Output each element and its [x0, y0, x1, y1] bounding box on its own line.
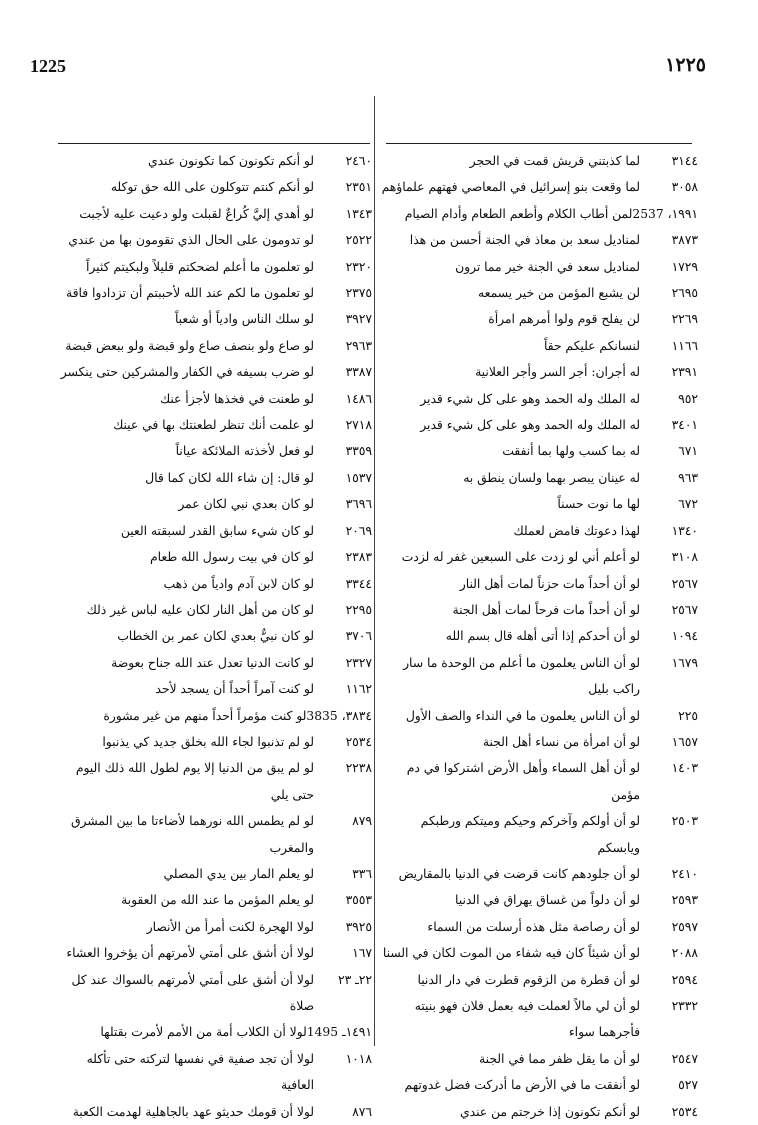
index-entry [380, 755, 698, 808]
entry-number: ٢٠٦٩ [345, 523, 372, 538]
entry-text: لما كذبتني قريش قمت في الحجر [469, 154, 640, 168]
entry-text: لولا أن أشق على أمتي لأمرتهم بالسواك عند كل صلاة [71, 972, 314, 1013]
entry-number: ٢٠٨٨ [671, 946, 698, 961]
entry-text: لو أهدي إليَّ كُراعٌ لقبلت ولو دعيت عليه لأجبت [79, 206, 314, 221]
entry-text: لولا أن تجد صفية في نفسها لتركته حتى تأكله العافية [86, 1051, 314, 1093]
index-entry [54, 914, 372, 940]
index-entry [54, 967, 372, 1020]
index-entry [380, 729, 698, 755]
entry-number: ٢٥٩٣ [671, 893, 698, 908]
top-rule-left [58, 143, 370, 144]
index-entry [380, 359, 698, 385]
entry-text: لو تدومون على الحال الذي تقومون بها من عندي [68, 233, 314, 248]
entry-number: ٣٦٩٦ [345, 497, 372, 512]
entry-text: لو تعلمون ما لكم عند الله لأحببتم أن تزدادوا فاقة [66, 286, 314, 301]
index-entry [380, 1099, 698, 1125]
entry-number: ١٦٧٩ [671, 655, 698, 670]
entry-number: ٣٥٥٣ [345, 893, 372, 908]
entry-number: ٢٥٩٤ [671, 972, 698, 987]
entry-number: ١٣٤٣ [345, 206, 372, 221]
index-entry [380, 993, 698, 1046]
entry-text: لولا أن قومك حديثو عهد بالجاهلية لهدمت الكعبة [72, 1104, 314, 1119]
index-entry [54, 518, 372, 544]
entry-text: لو أن أحداً مات فرحاً لمات أهل الجنة [452, 602, 640, 617]
entry-text: لولا الهجرة لكنت أمرأ من الأنصار [146, 919, 314, 934]
entry-text: لو لم يطمس الله نورهما لأضاءتا ما بين المشرق والمغرب [70, 814, 314, 855]
entry-text: لو أنكم كنتم تتوكلون على الله حق توكله [110, 180, 314, 195]
entry-number: ١٤٩١ـ 1495 [306, 1025, 372, 1040]
index-entry [380, 333, 698, 359]
entry-text: لمن أطاب الكلام وأطعم الطعام وأدام الصيام [404, 206, 633, 221]
index-entry [380, 148, 698, 174]
entry-number: ٢٥٠٣ [671, 814, 698, 829]
entry-number: ٢٤١٠ [671, 866, 698, 881]
entry-number: ٣٣٨٧ [345, 365, 372, 380]
index-entry [54, 412, 372, 438]
page-number-arabic: ١٢٢٥ [665, 54, 706, 76]
index-entry [380, 597, 698, 623]
entry-text: لولا أن الكلاب أمة من الأمم لأمرت بقتلها [100, 1025, 307, 1040]
entry-number: ٢٢٥ [678, 708, 698, 723]
index-entry [54, 148, 372, 174]
index-entry [54, 623, 372, 649]
entry-text: لو علمت أنك تنظر لطعنتك بها في عينك [113, 418, 314, 433]
entry-number: ٢٦٩٥ [671, 286, 698, 301]
index-entry [380, 544, 698, 570]
entry-text: له الملك وله الحمد وهو على كل شيء قدير [420, 391, 640, 406]
entry-number: ١٧٢٩ [671, 259, 698, 274]
entry-text: لو كان لابن آدم وادياً من ذهب [163, 576, 314, 591]
index-entry [54, 306, 372, 332]
entry-number: ٩٥٢ [678, 391, 698, 406]
index-entry [380, 201, 698, 227]
entry-text: له بما كسب ولها بما أنفقت [502, 444, 640, 459]
entry-number: ٢٢٦٩ [671, 312, 698, 327]
entry-text: لو أن الناس يعلمون ما في النداء والصف الأول [405, 708, 640, 723]
entry-text: لن يفلح قوم ولوا أمرهم امرأة [488, 312, 640, 327]
entry-text: لمناديل سعد في الجنة خير مما ترون [455, 259, 640, 274]
entry-number: ٨٧٩ [352, 814, 372, 829]
index-entry [380, 254, 698, 280]
index-entry [54, 333, 372, 359]
entry-number: ١٥٣٧ [345, 470, 372, 485]
index-entry [54, 227, 372, 253]
entry-number: ٣٨٣٤، 3835 [306, 708, 372, 723]
index-entry [54, 201, 372, 227]
entry-text: لو أنفقت ما في الأرض ما أدركت فضل غدوتهم [404, 1078, 640, 1093]
entry-text: لو قال: إن شاء الله لكان كما قال [145, 470, 314, 485]
entry-text: لو أن أهل السماء وأهل الأرض اشتركوا في دم مؤمن [406, 761, 640, 802]
entry-number: ٣٣٤٤ [345, 576, 372, 591]
index-entry [54, 491, 372, 517]
index-entry [380, 623, 698, 649]
entry-number: ٢٢٣٨ [345, 761, 372, 776]
index-entry [380, 280, 698, 306]
entry-text: لولا أن أشق على أمتي لأمرتهم أن يؤخروا العشاء [66, 946, 314, 961]
entry-number: ٢٩٦٣ [345, 338, 372, 353]
index-entry [380, 808, 698, 861]
entry-text: لو كان شيء سابق القدر لسبقته العين [120, 523, 314, 538]
entry-number: ٣٨٧٣ [671, 233, 698, 248]
entry-text: لو سلك الناس وادياً أو شعباً [174, 312, 314, 327]
index-entry [380, 703, 698, 729]
entry-text: لو أن لي مالاً لعملت فيه بعمل فلان فهو بنيته فأجرهما سواء [414, 999, 640, 1040]
index-entry [380, 227, 698, 253]
index-entry [380, 1072, 698, 1098]
entry-text: لو أعلم أني لو زدت على السبعين غفر له لزدت [401, 550, 640, 565]
entry-number: ١٠١٨ [345, 1051, 372, 1066]
index-entry [54, 465, 372, 491]
entry-number: ٢٣٧٥ [345, 286, 372, 301]
index-entry [54, 887, 372, 913]
index-entry [54, 940, 372, 966]
index-entry [380, 940, 698, 966]
entry-text: لو أن الناس يعلمون ما أعلم من الوحدة ما سار راكب بليل [403, 655, 640, 697]
index-entry [54, 729, 372, 755]
entry-text: لو كان نبيٌّ بعدي لكان عمر بن الخطاب [117, 629, 314, 644]
entry-number: ١٦٧ [352, 946, 372, 961]
entry-text: لو أن امرأة من نساء أهل الجنة [482, 734, 640, 749]
index-entry [380, 306, 698, 332]
entry-text: لو أنكم تكونون إذا خرجتم من عندي [459, 1104, 640, 1119]
entry-text: لو لم يبق من الدنيا إلا يوم لطول الله ذلك اليوم حتى يلي [75, 761, 314, 802]
index-entry [54, 861, 372, 887]
index-entry [54, 1099, 372, 1125]
entry-text: لما وقعت بنو إسرائيل في المعاصي فهتهم علماؤهم [381, 180, 640, 195]
entry-text: لو أنكم تكونون كما تكونون عندي [147, 154, 314, 168]
entry-number: ١٩٩١، 2537 [632, 206, 698, 221]
entry-text: له عينان يبصر بهما ولسان ينطق به [463, 470, 640, 485]
entry-text: لنسانكم عليكم حقاً [543, 338, 640, 353]
entry-number: ٢٥٦٧ [671, 576, 698, 591]
index-entry [380, 1046, 698, 1072]
page-header [0, 44, 758, 84]
index-entry [54, 1019, 372, 1045]
entry-number: ٢٥٤٧ [671, 1051, 698, 1066]
index-entry [380, 967, 698, 993]
entry-number: ٣٣٥٩ [345, 444, 372, 459]
entry-number: ٥٢٧ [678, 1078, 698, 1093]
entry-text: لو أن أولكم وآخركم وحيكم وميتكم ورطبكم ويابسكم [420, 814, 640, 855]
index-column-left [54, 148, 372, 1125]
index-entry [380, 571, 698, 597]
entry-number: ١١٦٦ [671, 338, 698, 353]
index-entry [54, 650, 372, 676]
entry-text: لو كانت الدنيا تعدل عند الله جناح بعوضة [111, 655, 314, 670]
entry-text: لو أن أحدكم إذا أتى أهله قال بسم الله [445, 629, 640, 644]
entry-number: ٣٩٢٥ [345, 919, 372, 934]
top-rule-right [386, 143, 692, 144]
entry-number: ٢٥٩٧ [671, 919, 698, 934]
entry-number: ٣٤٠١ [671, 418, 698, 433]
index-entry [54, 1046, 372, 1099]
entry-text: لن يشبع المؤمن من خير يسمعه [478, 286, 640, 301]
index-entry [54, 544, 372, 570]
index-entry [54, 386, 372, 412]
index-entry [380, 386, 698, 412]
index-entry [54, 571, 372, 597]
entry-number: ١٤٨٦ [345, 391, 372, 406]
entry-number: ١٤٠٣ [671, 761, 698, 776]
entry-text: لو تعلمون ما أعلم لضحكتم قليلاً ولبكيتم كثيراً [85, 259, 314, 274]
entry-text: لو أن ما يقل ظفر مما في الجنة [479, 1051, 640, 1066]
entry-number: ٢٣٢٠ [345, 259, 372, 274]
index-entry [54, 359, 372, 385]
entry-number: ٢٣٥١ [345, 180, 372, 195]
entry-number: ٢٥٣٤ [345, 734, 372, 749]
index-entry [54, 676, 372, 702]
entry-text: لو كنت مؤمراً أحداً منهم من غير مشورة [103, 708, 307, 723]
entry-number: ١٠٩٤ [671, 629, 698, 644]
index-column-right [380, 148, 698, 1125]
index-entry [380, 412, 698, 438]
column-separator [374, 96, 375, 1046]
index-entry [54, 174, 372, 200]
entry-number: ١٣٤٠ [671, 523, 698, 538]
entry-text: لها ما نوت حسناً [557, 497, 640, 512]
index-entry [380, 518, 698, 544]
entry-number: ٢٣٩١ [671, 365, 698, 380]
entry-number: ٨٧٦ [352, 1104, 372, 1119]
entry-number: ٢٢٩٥ [345, 602, 372, 617]
entry-number: ٦٧١ [678, 444, 698, 459]
index-entry [380, 887, 698, 913]
index-entry [54, 703, 372, 729]
index-entry [54, 597, 372, 623]
entry-text: لو فعل لأخذته الملائكة عياناً [175, 444, 314, 459]
entry-number: ٦٧٢ [678, 497, 698, 512]
index-entry [380, 491, 698, 517]
entry-text: لو ضرب بسيفه في الكفار والمشركين حتى ينكسر [60, 365, 314, 380]
entry-text: لو يعلم المار بين يدي المصلي [163, 866, 314, 881]
entry-number: ٢٢ـ ٢٣ [338, 972, 372, 987]
entry-text: لو أن قطرة من الزقوم قطرت في دار الدنيا [417, 972, 640, 987]
entry-text: لو كان في بيت رسول الله طعام [150, 550, 314, 565]
entry-number: ٢٤٦٠ [345, 154, 372, 168]
entry-text: لو أن رصاصة مثل هذه أرسلت من السماء [427, 919, 640, 934]
entry-number: ٣٠٥٨ [671, 180, 698, 195]
entry-text: له الملك وله الحمد وهو على كل شيء قدير [420, 418, 640, 433]
index-entry [54, 808, 372, 861]
entry-text: لو أن أحداً مات حزناً لمات أهل النار [459, 576, 640, 591]
entry-text: لو أن دلواً من غساق يهراق في الدنيا [455, 893, 640, 908]
index-entry [380, 174, 698, 200]
index-entry [380, 465, 698, 491]
entry-text: لو لم تذنبوا لجاء الله بخلق جديد كي يذنبوا [102, 734, 314, 749]
index-entry [380, 861, 698, 887]
entry-number: ٢٣٣٢ [671, 999, 698, 1013]
index-entry [54, 280, 372, 306]
entry-text: لو أن جلودهم كانت قرضت في الدنيا بالمقاريض [398, 866, 640, 881]
index-entry [54, 438, 372, 464]
entry-number: ٣٩٢٧ [345, 312, 372, 327]
entry-number: ٣٧٠٦ [345, 629, 372, 644]
entry-number: ٢٥٦٧ [671, 602, 698, 617]
entry-text: لو طعنت في فخذها لأجزأ عنك [159, 391, 314, 406]
entry-number: ٩٦٣ [678, 470, 698, 485]
entry-number: ٣١٤٤ [671, 154, 698, 168]
entry-text: لو كنت آمراً أحداً أن يسجد لأحد [155, 682, 314, 697]
entry-text: لو كان بعدي نبي لكان عمر [178, 497, 314, 512]
entry-number: ٣٣٦ [352, 866, 372, 881]
entry-text: لو أن شيئاً كان فيه شفاء من الموت لكان في السنا [382, 946, 640, 961]
entry-number: ٢٧١٨ [345, 418, 372, 433]
page-number-latin: 1225 [30, 56, 66, 76]
entry-number: ٣١٠٨ [671, 550, 698, 565]
entry-number: ٢٥٣٤ [671, 1104, 698, 1119]
entry-number: ٢٥٢٢ [345, 233, 372, 248]
index-entry [380, 650, 698, 703]
entry-text: لمناديل سعد بن معاذ في الجنة أحسن من هذا [409, 233, 640, 248]
index-entry [54, 755, 372, 808]
entry-text: له أجران: أجر السر وأجر العلانية [475, 365, 640, 380]
entry-number: ١٦٥٧ [671, 734, 698, 749]
entry-text: لو كان من أهل النار لكان عليه لباس غير ذلك [86, 602, 314, 617]
entry-number: ٢٣٨٣ [345, 550, 372, 565]
entry-text: لهذا دعوتك فامض لعملك [513, 523, 640, 538]
entry-number: ١١٦٢ [345, 682, 372, 697]
index-entry [380, 438, 698, 464]
index-entry [380, 914, 698, 940]
entry-text: لو صاع ولو بنصف صاع ولو قبضة ولو ببعض قبضة [65, 338, 314, 353]
entry-text: لو يعلم المؤمن ما عند الله من العقوبة [121, 893, 314, 908]
index-entry [54, 254, 372, 280]
entry-number: ٢٣٢٧ [345, 655, 372, 670]
